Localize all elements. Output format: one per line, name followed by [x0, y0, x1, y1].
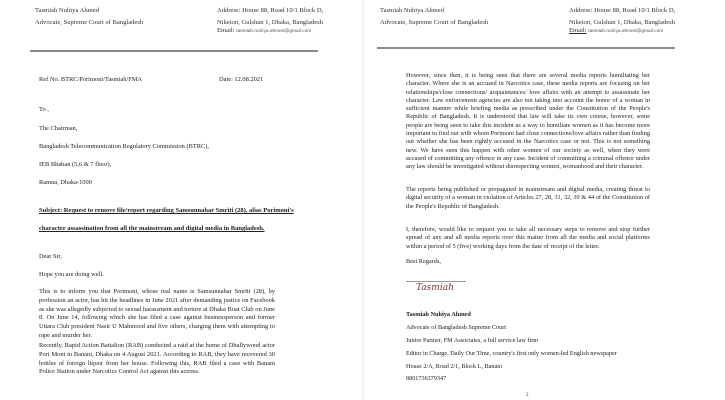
email-link[interactable]: tasmiah.nuhiya.ahmed@gmail.com	[588, 29, 664, 34]
letterhead-email	[569, 26, 663, 37]
body-paragraph: I, therefore, would like to request you to take all necessary steps to remove and stop further spread of any and all media reports over this matter from all the media and social platforms within a period of 5 (five) working days from the date of receipt of the letter.	[406, 226, 650, 250]
letterhead-title: Advocate, Supreme Court of Bangladesh	[35, 19, 144, 26]
reference-number: Ref No. BTRC/Porimoni/Tasmiah/FMA	[39, 76, 143, 83]
signature: Tasmiah	[416, 283, 454, 293]
to-label: To ,	[39, 106, 49, 113]
letterhead-address-line1: Address: House 88, Road 10/1 Block D,	[569, 7, 676, 14]
letterhead-name: Tasmiah Nuhiya Ahmed	[35, 7, 99, 14]
subject-line-1: Subject: Request to remove file/report regarding Samsunnahar Smriti (28), alias Porimoni's	[39, 207, 294, 214]
signer-name: Tasmiah Nuhiya Ahmed	[406, 311, 471, 318]
signer-detail: Junior Partner, FM Associates, a full service law firm	[406, 337, 539, 344]
letterhead-divider	[377, 47, 675, 49]
recipient-line: The Chairman,	[39, 125, 78, 132]
recipient-line: Ramna, Dhaka-1000	[39, 179, 92, 186]
letter-date: Date: 12.08.2021	[219, 76, 264, 83]
email-label: Email:	[569, 27, 587, 34]
letter-page-1	[0, 0, 362, 400]
body-paragraph: However, since then, it is being seen that there are several media reports humiliating her character. Where she is an accused in Narcotics case, these media reports are focusing on her relationships/close connections/ acquaintances/ love affairs with an attempt to assassinate her character. Law enforcement agencies are also not taking into account the honor of a woman in sufficient manner while briefing media as prescribed under the Constitution of the People's Republic of Bangladesh. It is understood that law will take its own course, however, some people are being seen to take this incident as a way to humiliate women as it has become more important to find out with whom Porimoni had close connections/love affairs rather than finding out whether she has been rightly accused in the Narcotics case or not. This is not something new. We have seen this happen with other women of our society as well, when they were accused of committing any offence in any case. Incident of committing a criminal offence under any law should be investigated without disrespecting women, womanhood and their character.	[406, 72, 650, 171]
salutation: Dear Sir,	[39, 253, 62, 260]
letterhead-title: Advocate, Supreme Court of Bangladesh	[380, 19, 489, 26]
email-label: Email:	[217, 27, 235, 34]
closing: Best Regards,	[406, 258, 441, 265]
greeting: Hope you are doing well.	[39, 271, 104, 278]
letterhead-name: Tasmiah Nuhiya Ahmed	[380, 7, 444, 14]
body-paragraph: This is to inform you that Porimoni, whose real name is Samsunnahar Smriti (28), by profession an actor, has hit the headlines in June 2021 after demanding justice on Facebook as she was allegedly subjected to sexual harassment and torture at Dhaka Boat Club on June 8. On June 14, following which she has filed a case against businessperson and former Uttara Club president Nasir U Mahmood and five others, charging them with attempting to rape and murder her.	[39, 288, 275, 339]
signer-detail: Advocate of Bangladesh Supreme Court	[406, 324, 507, 331]
recipient-line: IEB Bhaban (5,6 & 7 floor),	[39, 161, 112, 168]
letterhead-address-line2: Niketon, Gulshan 1, Dhaka, Bangladesh	[217, 19, 324, 26]
letterhead-address-line2: Niketon, Gulshan 1, Dhaka, Bangladesh	[569, 19, 676, 26]
body-paragraph: The reports being published or propagated in mainstream and digital media, creating threat to digital security of a woman in violation of Articles 27, 28, 31, 32, 39 & 44 of the Constitution of the People's Republic of Bangladesh.	[406, 186, 650, 210]
page-number: 2	[526, 393, 529, 398]
signer-phone: 8801736379347	[406, 375, 447, 382]
subject-line-2: character assassination from all the mainstream and digital media in Bangladesh.	[39, 225, 265, 232]
signer-detail: Editor in Charge, Daily Our Time, country's first only women-led English newspaper	[406, 350, 617, 357]
letterhead-address-line1: Address: House 88, Road 10/1 Block D,	[217, 7, 324, 14]
letter-page-2	[364, 0, 725, 400]
letterhead-divider	[30, 50, 318, 52]
body-paragraph: Recently, Rapid Action Battalion (RAB) conducted a raid at the home of Dhallywood actor Pori Moni in Banani, Dhaka on 4 August 2021. According to RAB, they have recovered 30 bottles of foreign liquor from her house. Following this, RAB filed a case with Banani Police Station under Narcotics Control Act against this actress.	[39, 342, 275, 376]
email-link[interactable]: tasmiah.nuhiya.ahmed@gmail.com	[236, 29, 312, 34]
signer-detail: House 2/A, Road 2/1, Block L, Banani	[406, 363, 503, 370]
letterhead-email	[217, 26, 311, 37]
signature-line	[406, 281, 466, 282]
recipient-line: Bangladesh Telecommunication Regulatory Commission (BTRC),	[39, 143, 210, 150]
